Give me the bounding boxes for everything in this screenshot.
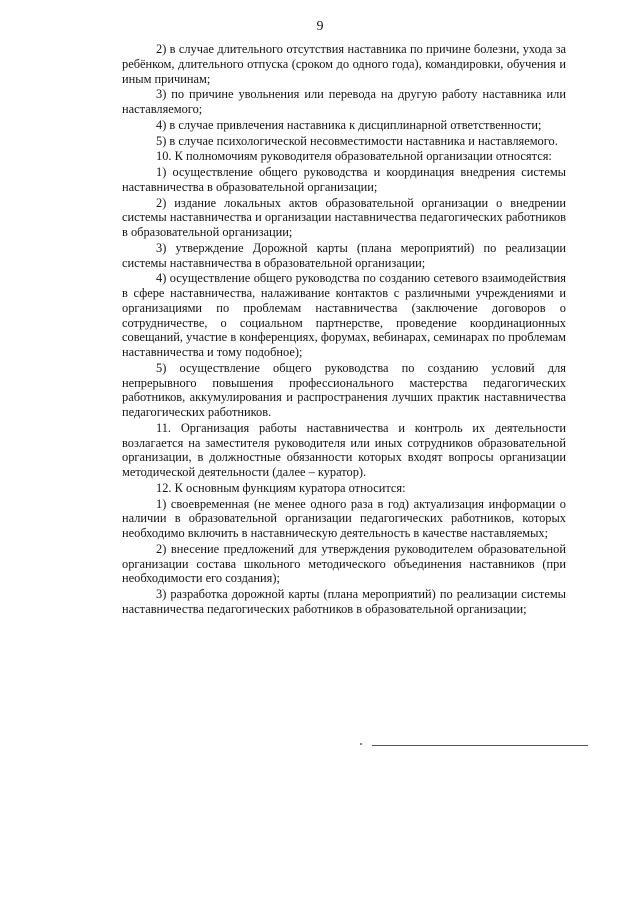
paragraph: 2) издание локальных актов образовательной организации о внедрении системы наставничества и организации наставничества педагогических работников в образовательной организации;: [122, 195, 566, 239]
paragraph: 3) по причине увольнения или перевода на другую работу наставника или наставляемого;: [122, 87, 566, 116]
paragraph: 4) в случае привлечения наставника к дисциплинарной ответственности;: [156, 117, 542, 132]
footer-mark: [360, 743, 362, 745]
paragraph: 12. К основным функциям куратора относится:: [156, 480, 406, 495]
paragraph: 2) в случае длительного отсутствия наставника по причине болезни, ухода за ребёнком, длительного отпуска (сроком до одного года), командировки, обучения и иным причинам;: [122, 42, 566, 86]
page-number: 9: [316, 19, 324, 34]
paragraph: 10. К полномочиям руководителя образовательной организации относятся:: [156, 149, 552, 164]
paragraph: 11. Организация работы наставничества и контроль их деятельности возлагается на заместителя руководителя или иных сотрудников образовательной организации, в должностные обязанности которых входят вопросы организации методической деятельности (далее – куратор).: [122, 420, 566, 479]
paragraph: 4) осуществление общего руководства по созданию сетевого взаимодействия в сфере наставничества, налаживание контактов с различными учреждениями и организациями по проблемам наставничества (заключение договоров о сотрудничестве, о социальном партнерстве, проведение координационных совещаний, участие в конференциях, форумах, вебинарах, семинарах по проблемам наставничества и тому подобное);: [122, 271, 566, 359]
paragraph: 1) осуществление общего руководства и координация внедрения системы наставничества в образовательной организации;: [122, 165, 566, 194]
footer-rule: [372, 745, 588, 746]
document-body: [122, 42, 566, 617]
paragraph: 5) осуществление общего руководства по созданию условий для непрерывного повышения профессионального мастерства педагогических работников, аккумулирования и распространения лучших практик наставничества педагогических работников.: [122, 360, 566, 419]
paragraph: 3) утверждение Дорожной карты (плана мероприятий) по реализации системы наставничества в образовательной организации;: [122, 240, 566, 270]
paragraph: 3) разработка дорожной карты (плана мероприятий) по реализации системы наставничества педагогических работников в образовательной организации;: [122, 587, 566, 616]
paragraph: 5) в случае психологической несовместимости наставника и наставляемого.: [156, 133, 558, 148]
paragraph: 2) внесение предложений для утверждения руководителем образовательной организации состава школьного методического объединения наставников (при необходимости его создания);: [122, 541, 566, 586]
paragraph: 1) своевременная (не менее одного раза в год) актуализация информации о наличии в образовательной организации педагогических работников, которых необходимо включить в наставническую деятельность в качестве наставляемых;: [122, 496, 566, 540]
